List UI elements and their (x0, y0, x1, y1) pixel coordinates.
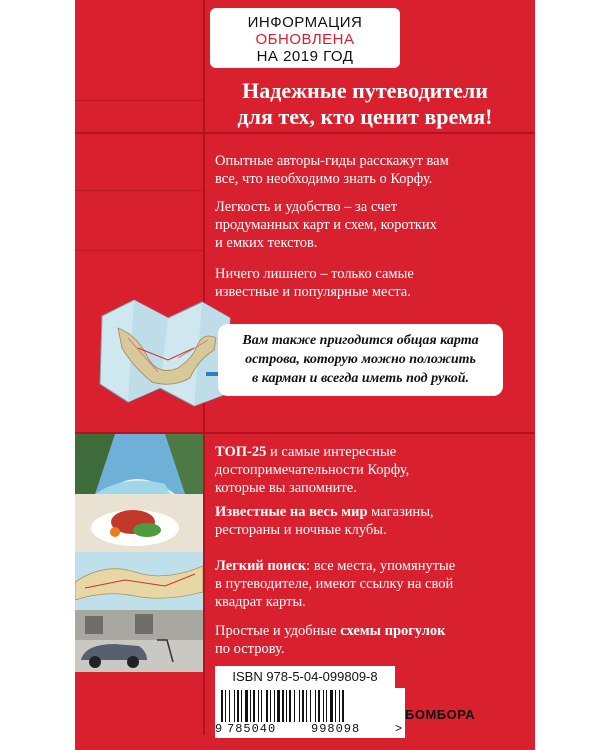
text-line: достопримечательности Корфу, (215, 462, 410, 478)
feature-text: : все места, упомянутые (306, 558, 456, 574)
feature-text: Простые и удобные (215, 623, 341, 639)
isbn: ISBN 978-5-04-099809-8 (215, 666, 395, 688)
text-line (215, 622, 505, 640)
text-line: продуманных карт и схем, коротких (215, 217, 437, 233)
badge-line: ИНФОРМАЦИЯ (247, 14, 363, 31)
feature-bold: Легкий поиск (215, 558, 307, 574)
faint-line (75, 250, 203, 251)
barcode-digit: > (395, 722, 403, 736)
text-line: все, что необходимо знать о Корфу. (215, 171, 433, 187)
text-line (215, 443, 505, 461)
feature-easy-search (215, 557, 505, 611)
text-line: и емких текстов. (215, 235, 318, 251)
feature-famous (215, 503, 505, 539)
text-line: Вам также пригодится общая карта (242, 333, 479, 348)
divider (75, 132, 535, 134)
text-line: острова, которую можно положить (245, 352, 476, 367)
faint-line (75, 190, 203, 191)
text-line: рестораны и ночные клубы. (215, 522, 387, 538)
feature-bold: ТОП-25 (215, 444, 267, 460)
text-line: в карман и всегда иметь под рукой. (252, 371, 469, 386)
update-badge (210, 8, 400, 68)
feature-top25 (215, 443, 505, 497)
beach-photo (75, 434, 203, 494)
paragraph-ease (215, 198, 500, 252)
barcode-digit-group: 785040 (227, 722, 277, 736)
paragraph-nothing-extra (215, 265, 500, 301)
text-line: Легкость и удобство – за счет (215, 199, 398, 215)
barcode-digits (215, 722, 405, 738)
text-line (215, 557, 505, 575)
headline-line: для тех, кто ценит время! (237, 104, 493, 129)
feature-bold: схемы прогулок (340, 623, 446, 639)
headline-line: Надежные путеводители (242, 78, 488, 103)
barcode-digit-group: 998098 (311, 722, 361, 736)
feature-walks (215, 622, 505, 658)
feature-text: и самые интересные (266, 444, 397, 460)
map-callout (218, 324, 503, 396)
badge-line-highlight: ОБНОВЛЕНА (255, 31, 355, 48)
food-photo (75, 494, 203, 552)
text-line: Ничего лишнего – только самые (215, 266, 414, 282)
text-line (215, 503, 505, 521)
feature-text: магазины, (367, 504, 434, 520)
text-line: Опытные авторы-гиды расскажут вам (215, 153, 449, 169)
feature-bold: Известные на весь мир (215, 504, 368, 520)
text-line: известные и популярные места. (215, 284, 411, 300)
folded-map-image (98, 288, 238, 408)
text-line: по острову. (215, 641, 285, 657)
publisher-logo: БОМБОРА (405, 707, 476, 722)
barcode-digit: 9 (215, 722, 223, 736)
barcode-bars (221, 688, 411, 724)
map-photo (75, 552, 203, 610)
text-line: которые вы запомните. (215, 480, 357, 496)
street-photo (75, 610, 203, 672)
barcode (215, 688, 405, 738)
paragraph-authors (215, 152, 500, 188)
badge-line: НА 2019 ГОД (256, 48, 354, 65)
text-line: в путеводителе, имеют ссылку на свой (215, 576, 454, 592)
headline (215, 78, 515, 130)
text-line: квадрат карты. (215, 594, 306, 610)
faint-line (75, 100, 203, 101)
